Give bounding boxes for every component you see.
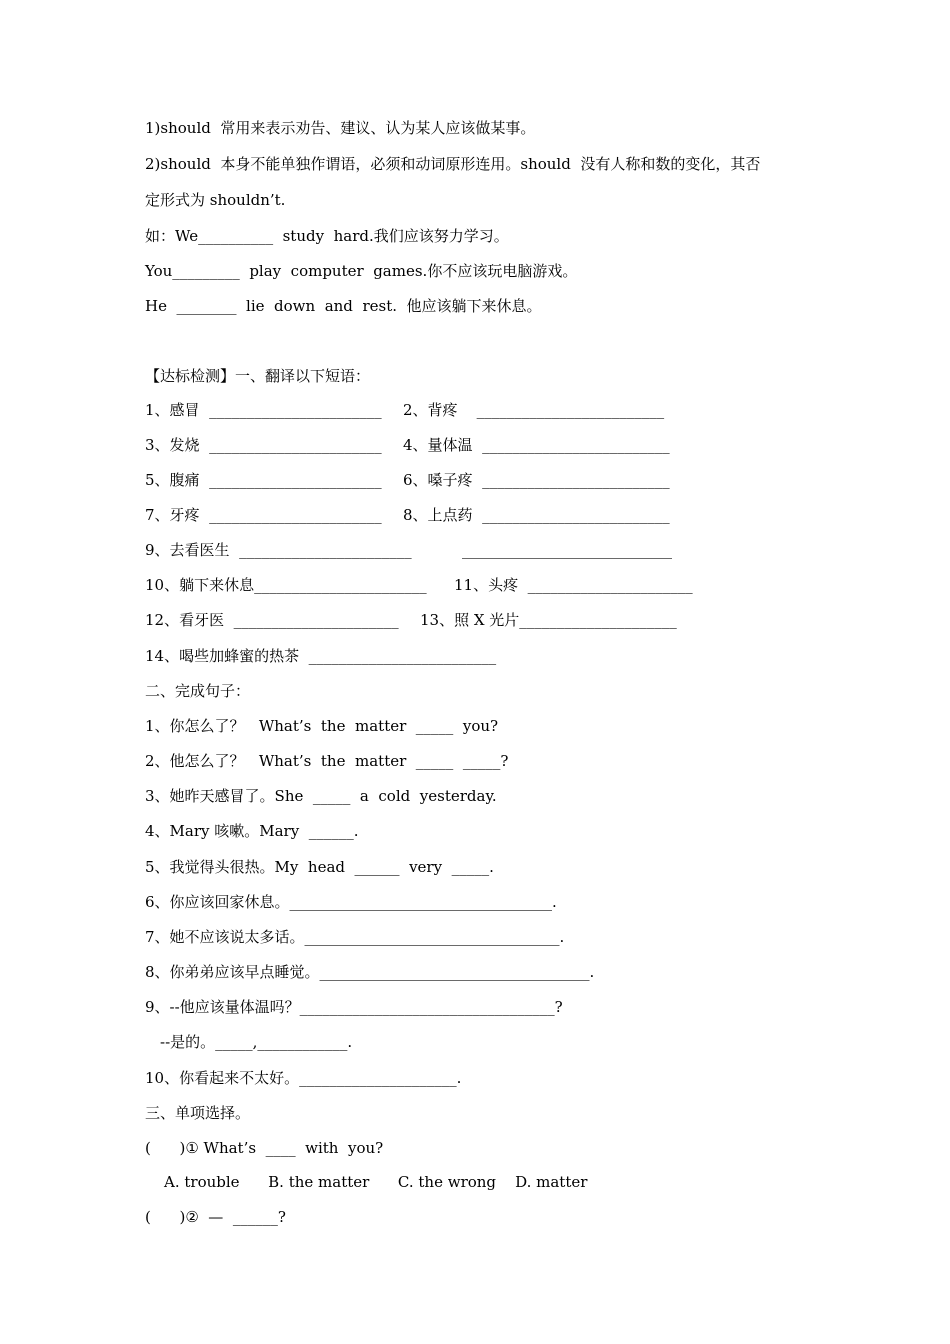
- sentence-item: 8、你弟弟应该早点睡觉。____________________________________.: [145, 963, 595, 981]
- phrase-right: 8、上点药 _________________________: [403, 506, 670, 524]
- section3-title: 三、单项选择。: [145, 1104, 251, 1122]
- sentence-item: 7、她不应该说太多话。__________________________________.: [145, 928, 565, 946]
- grammar-note-2: 2)should 本身不能单独作谓语，必须和动词原形连用。should 没有人称和数的变化，其否: [145, 155, 761, 173]
- phrase-left: 3、发烧 _______________________: [145, 436, 382, 454]
- example-3: He ________ lie down and rest. 他应该躺下来休息。: [145, 297, 542, 315]
- phrase-left: 10、躺下来休息_______________________: [145, 576, 427, 594]
- mc-options-1: A. trouble B. the matter C. the wrong D. matter: [164, 1173, 588, 1191]
- phrase-right: 11、头疼 ______________________: [454, 576, 693, 594]
- phrase-left: 12、看牙医 ______________________: [145, 611, 399, 629]
- phrase-right: 2、背疼 _________________________: [403, 401, 665, 419]
- sentence-item: 3、她昨天感冒了。She _____ a cold yesterday.: [145, 787, 497, 805]
- sentence-item-answer: --是的。_____,____________.: [160, 1033, 353, 1051]
- phrase-right: ____________________________: [462, 541, 672, 559]
- section2-title: 二、完成句子：: [145, 682, 251, 700]
- sentence-item: 1、你怎么了？ What’s the matter _____ you?: [145, 717, 499, 735]
- grammar-note-1: 1)should 常用来表示劝告、建议、认为某人应该做某事。: [145, 119, 536, 137]
- phrase-right: 4、量体温 _________________________: [403, 436, 670, 454]
- sentence-item: 2、他怎么了？ What’s the matter _____ _____?: [145, 752, 509, 770]
- sentence-item: 4、Mary 咳嗽。Mary ______.: [145, 822, 359, 840]
- phrase-left: 1、感冒 _______________________: [145, 401, 382, 419]
- sentence-item: 9、--他应该量体温吗？__________________________________?: [145, 998, 563, 1016]
- phrase-right: 13、照 X 光片_____________________: [420, 611, 677, 629]
- phrase-right: 6、嗓子疼 _________________________: [403, 471, 670, 489]
- mc-question-1: ( )① What’s ____ with you?: [145, 1139, 384, 1157]
- grammar-note-2-cont: 定形式为 shouldn’t.: [145, 191, 286, 209]
- section1-title: 【达标检测】一、翻译以下短语：: [145, 367, 371, 385]
- phrase-left: 7、牙疼 _______________________: [145, 506, 382, 524]
- example-2: You_________ play computer games.你不应该玩电脑游戏。: [145, 262, 578, 280]
- sentence-item: 5、我觉得头很热。My head ______ very _____.: [145, 858, 494, 876]
- sentence-item: 10、你看起来不太好。_____________________.: [145, 1069, 462, 1087]
- mc-question-2: ( )② — ______?: [145, 1208, 286, 1226]
- phrase-left: 5、腹痛 _______________________: [145, 471, 382, 489]
- phrase-left: 9、去看医生 _______________________: [145, 541, 412, 559]
- sentence-item: 6、你应该回家休息。___________________________________.: [145, 893, 557, 911]
- phrase-14: 14、喝些加蜂蜜的热茶 _________________________: [145, 647, 497, 665]
- example-1: 如：We__________ study hard.我们应该努力学习。: [145, 227, 509, 245]
